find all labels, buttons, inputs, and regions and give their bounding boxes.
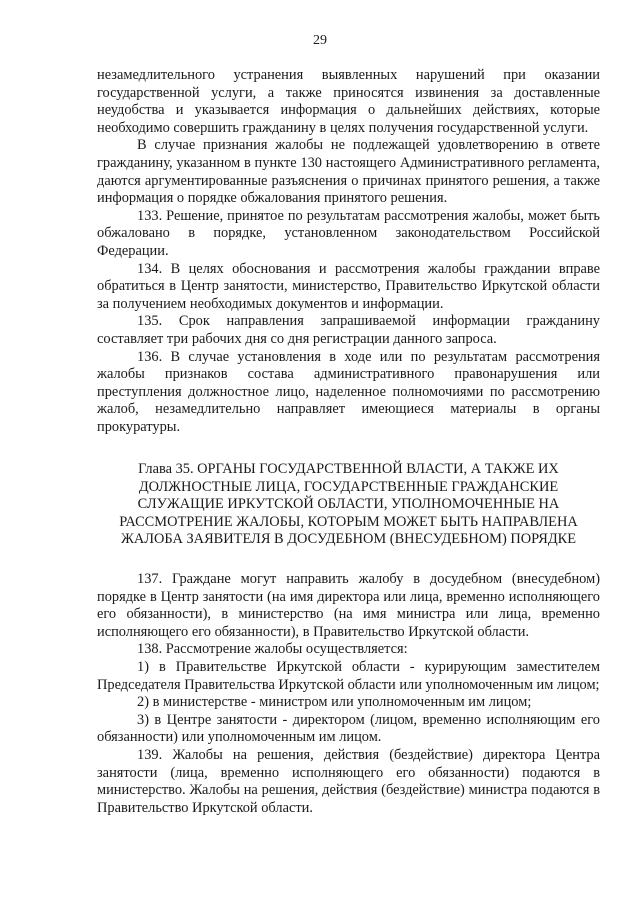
body-section-bottom (97, 571, 600, 817)
paragraph-139: 139. Жалобы на решения, действия (бездействие) директора Центра занятости (лица, временно исполняющего его обязанности) подаются в министерство. Жалобы на решения, действия (бездействие) министра подаются в Правительство Иркутской области. (97, 746, 600, 816)
paragraph-137: 137. Граждане могут направить жалобу в досудебном (внесудебном) порядке в Центр занятости (на имя директора или лица, временно исполняющего его обязанности), в министерство (на имя министра или лица, временно исполняющего его обязанности), в Правительство Иркутской области. (97, 571, 600, 640)
paragraph-135: 135. Срок направления запрашиваемой информации гражданину составляет три рабочих дня со дня регистрации данного запроса. (97, 313, 600, 347)
page-number: 29 (313, 33, 327, 48)
paragraph-138: 138. Рассмотрение жалобы осуществляется: (137, 641, 408, 658)
body-section-top (97, 67, 600, 436)
paragraph: В случае признания жалобы не подлежащей удовлетворению в ответе гражданину, указанном в пункте 130 настоящего Административного регламента, даются аргументированные разъяснения о причинах принятого решения, а также информация о порядке обжалования принятого решения. (97, 137, 600, 207)
list-item: 3) в Центре занятости - директором (лицом, временно исполняющим его обязанности) или уполномоченным им лицом. (97, 711, 600, 746)
list-item: 1) в Правительстве Иркутской области - курирующим заместителем Председателя Правительства Иркутской области или уполномоченным им лицом; (97, 658, 600, 693)
chapter-heading: Глава 35. ОРГАНЫ ГОСУДАРСТВЕННОЙ ВЛАСТИ, А ТАКЖЕ ИХ ДОЛЖНОСТНЫЕ ЛИЦА, ГОСУДАРСТВЕННЫЕ ГРАЖДАНСКИЕ СЛУЖАЩИЕ ИРКУТСКОЙ ОБЛАСТИ, УПОЛНОМОЧЕННЫЕ НА РАССМОТРЕНИЕ ЖАЛОБЫ, КОТОРЫМ МОЖЕТ БЫТЬ НАПРАВЛЕНА ЖАЛОБА ЗАЯВИТЕЛЯ В ДОСУДЕБНОМ (ВНЕСУДЕБНОМ) ПОРЯДКЕ (119, 461, 578, 548)
paragraph-136: 136. В случае установления в ходе или по результатам рассмотрения жалобы признаков состава административного правонарушения или преступления должностное лицо, наделенное полномочиями по рассмотрению жалоб, незамедлительно направляет имеющиеся материалы в органы прокуратуры. (97, 348, 600, 435)
list-item: 2) в министерстве - министром или уполномоченным им лицом; (137, 694, 532, 711)
paragraph: незамедлительного устранения выявленных нарушений при оказании государственной услуги, а также приносятся извинения за доставленные неудобства и указывается информация о дальнейших действиях, которые необходимо совершить гражданину в целях получения государственной услуги. (97, 67, 600, 136)
paragraph-133: 133. Решение, принятое по результатам рассмотрения жалобы, может быть обжаловано в порядке, установленном законодательством Российской Федерации. (97, 207, 600, 259)
paragraph-134: 134. В целях обоснования и рассмотрения жалобы граждании вправе обратиться в Центр занятости, министерство, Правительство Иркутской области за получением необходимых документов и информации. (97, 260, 600, 312)
